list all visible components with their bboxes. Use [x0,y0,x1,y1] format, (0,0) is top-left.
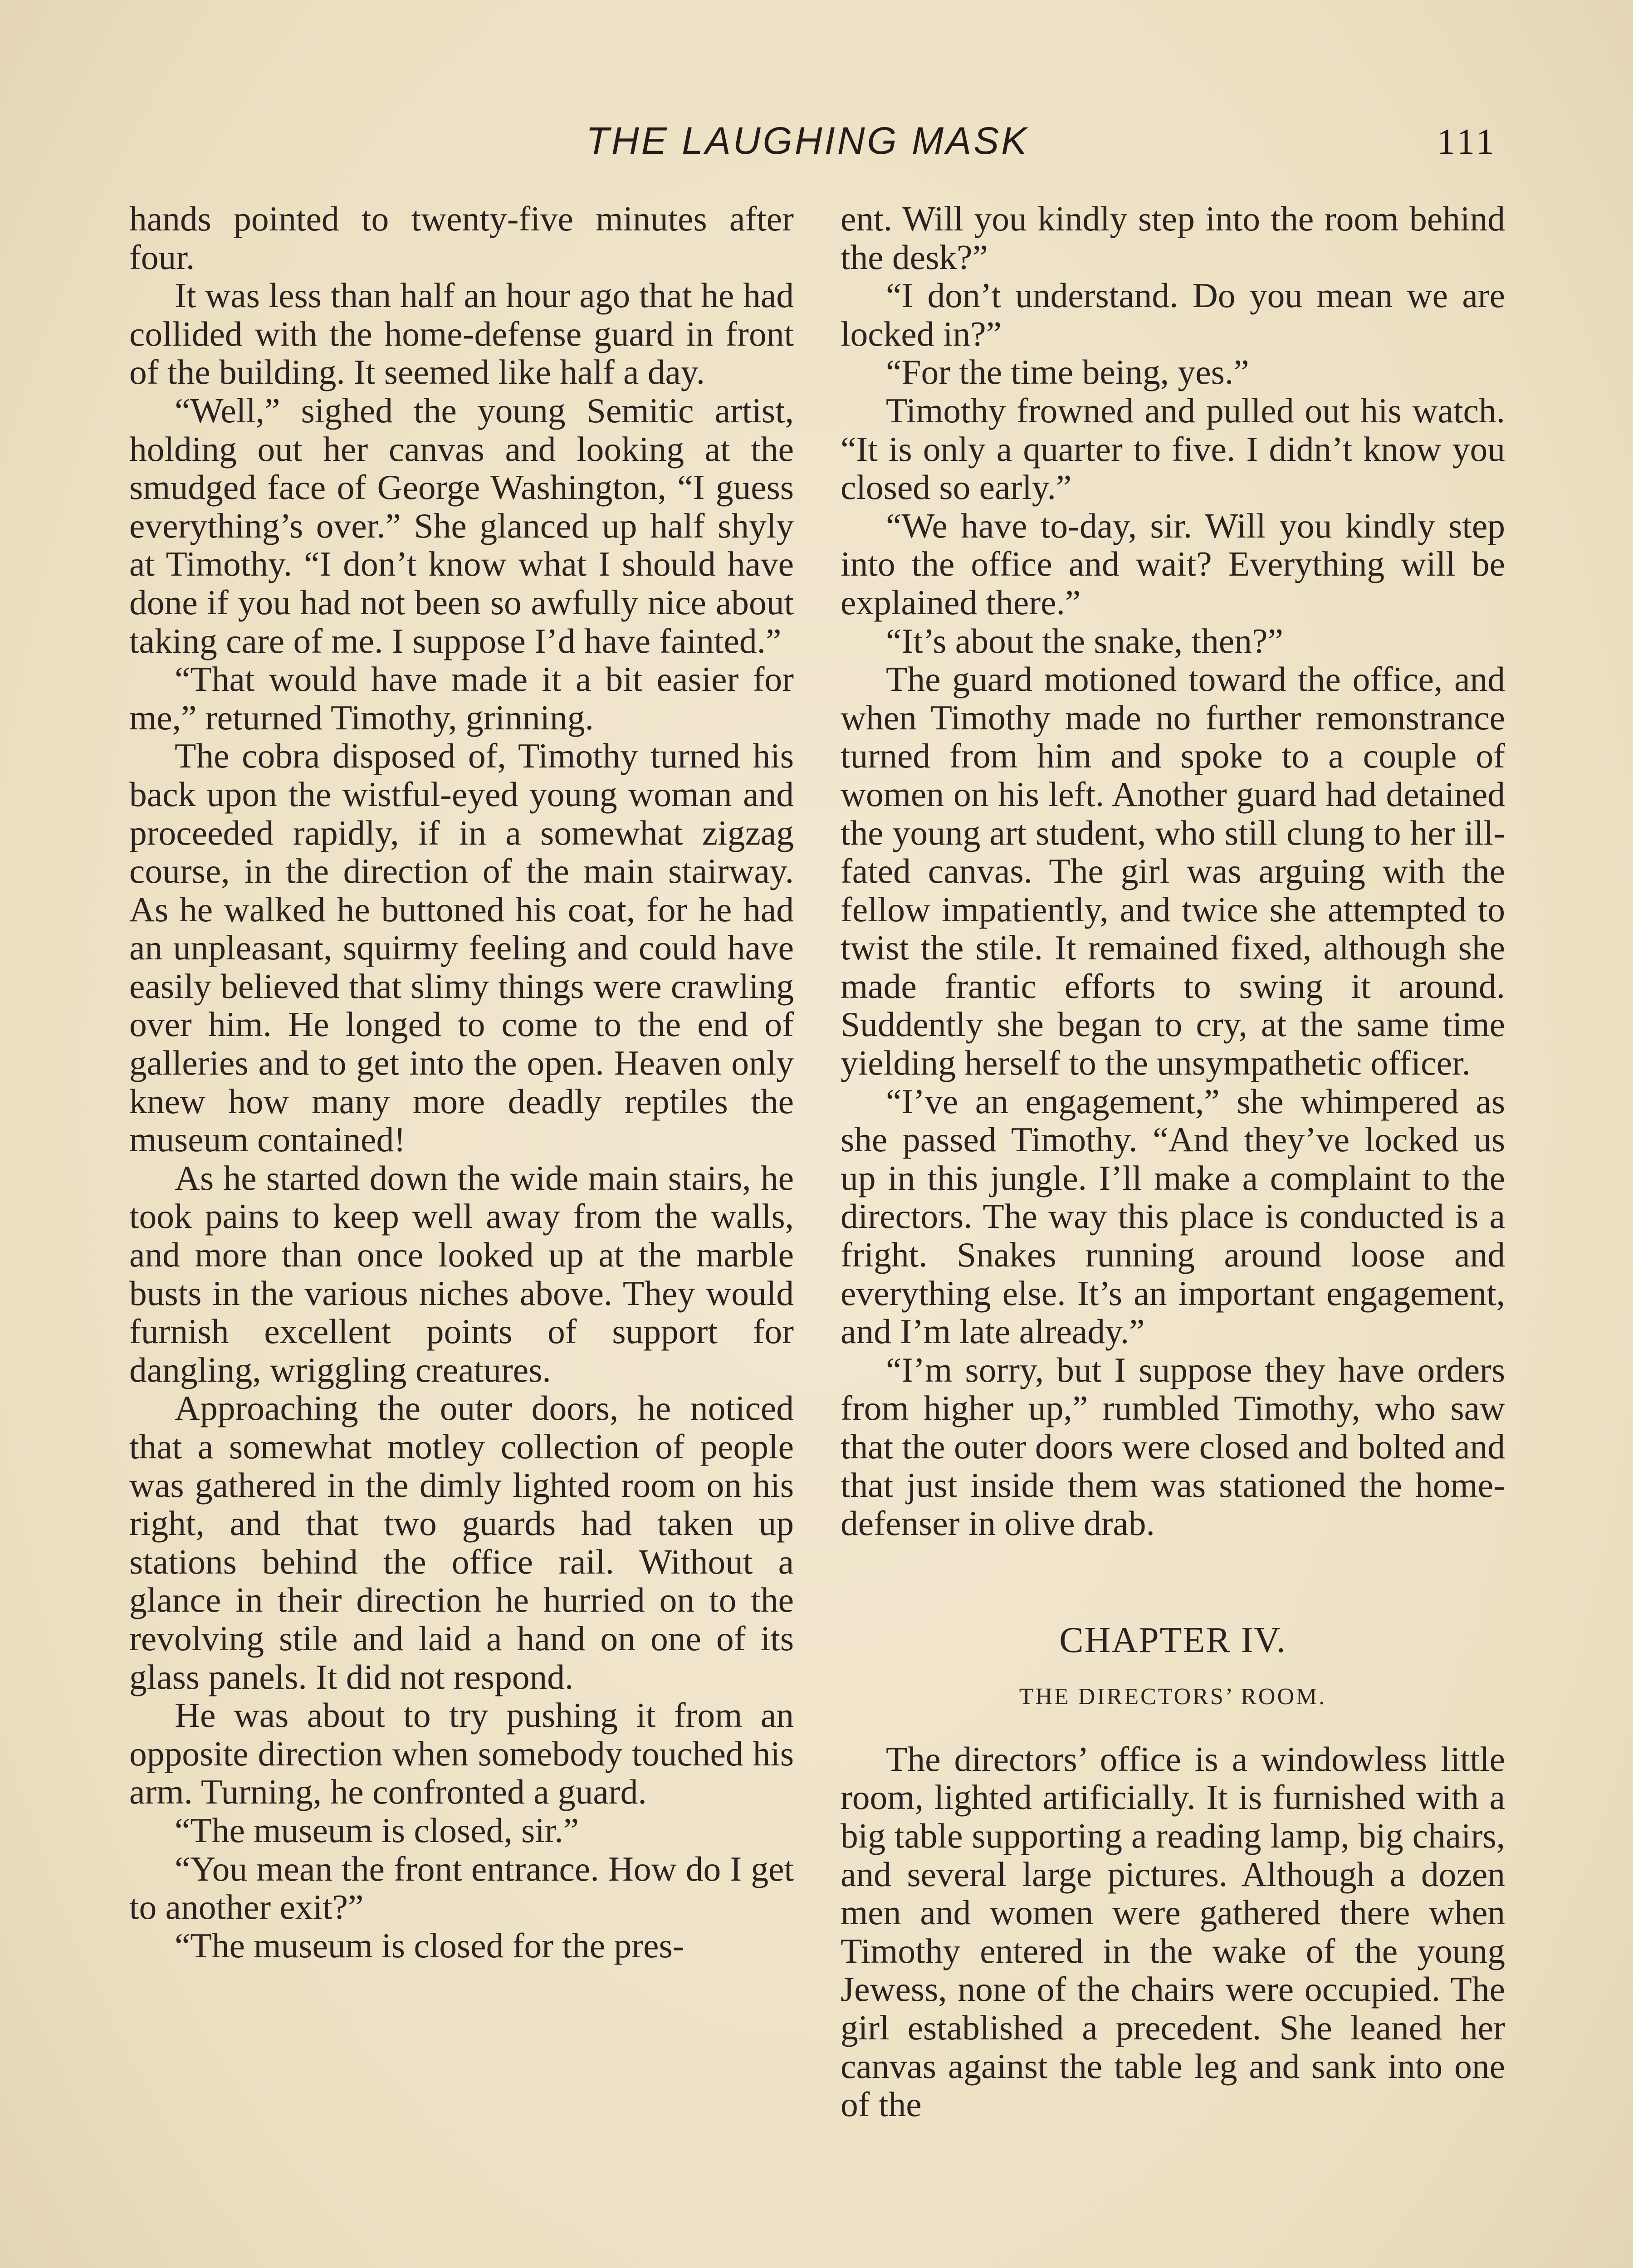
paragraph: “It’s about the snake, then?” [886,621,1283,660]
chapter-body-text [841,1740,1505,2124]
paragraph: ent. Will you kindly step into the room behind the desk?” [841,199,1505,277]
paragraph: It was less than half an hour ago that he had collided with the home-defense guard in front of the building. It seemed like half a day. [129,276,794,392]
paragraph: “The museum is closed for the pres- [175,1926,684,1965]
right-column [841,200,1505,2124]
paragraph: hands pointed to twenty-five minutes after four. [129,199,794,277]
paragraph: As he started down the wide main stairs, he took pains to keep well away from the walls, and more than once looked up at the marble busts in the various niches above. They would furnish excellent points of support for dangling, wriggling creatures. [129,1158,794,1389]
paragraph: Timothy frowned and pulled out his watch. “It is only a quarter to five. I didn’t know you closed so early.” [841,391,1505,507]
page-number: 111 [1437,122,1497,162]
paragraph: “I don’t understand. Do you mean we are locked in?” [841,276,1505,353]
paragraph: Approaching the outer doors, he noticed that a somewhat motley collection of people was gathered in the dimly lighted room on his right, and that two guards had taken up stations behind the office rail. Without a glance in their direction he hurried on to the revolving stile and laid a hand on one of its glass panels. It did not respond. [129,1388,794,1696]
paragraph: “I’m sorry, but I suppose they have orders from higher up,” rumbled Timothy, who saw that the outer doors were closed and bolted and that just inside them was stationed the home-defenser in olive drab. [841,1350,1505,1543]
paragraph: The cobra disposed of, Timothy turned his back upon the wistful-eyed young woman and proceeded rapidly, if in a somewhat zigzag course, in the direction of the main stairway. As he walked he buttoned his coat, for he had an unpleasant, squirmy feeling and could have easily believed that slimy things were crawling over him. He longed to come to the end of galleries and to get into the open. Heaven only knew how many more deadly reptiles the museum contained! [129,736,794,1159]
paragraph: “We have to-day, sir. Will you kindly step into the office and wait? Everything will be explained there.” [841,506,1505,622]
left-column [129,200,794,1965]
chapter-subheading: THE DIRECTORS’ ROOM. [1019,1683,1327,1710]
paragraph: He was about to try pushing it from an opposite direction when somebody touched his arm. Turning, he confronted a guard. [129,1696,794,1812]
paragraph: The directors’ office is a windowless little room, lighted artificially. It is furnished with a big table supporting a reading lamp, big chairs, and several large pictures. Although a dozen men and women were gathered there when Timothy entered in the wake of the young Jewess, none of the chairs were occupied. The girl established a precedent. She leaned her canvas against the table leg and sank into one of the [841,1739,1505,2124]
paragraph: “That would have made it a bit easier for me,” returned Timothy, grinning. [129,660,794,737]
page-header [118,119,1497,169]
paragraph: “The museum is closed, sir.” [175,1810,579,1850]
right-column-text [841,200,1505,1543]
paragraph: “You mean the front entrance. How do I get to another exit?” [129,1849,794,1927]
paragraph: “I’ve an engagement,” she whimpered as she passed Timothy. “And they’ve locked us up in this jungle. I’ll make a complaint to the directors. The way this place is conducted is a fright. Snakes running around loose and everything else. It’s an important engagement, and I’m late already.” [841,1081,1505,1351]
running-title: THE LAUGHING MASK [586,119,1029,162]
paragraph: “For the time being, yes.” [886,352,1249,392]
paragraph: “Well,” sighed the young Semitic artist, holding out her canvas and looking at the smudged face of George Washington, “I guess everything’s over.” She glanced up half shyly at Timothy. “I don’t know what I should have done if you had not been so awfully nice about taking care of me. I suppose I’d have fainted.” [129,391,794,660]
paragraph: The guard motioned toward the office, and when Timothy made no further remonstrance turned from him and spoke to a couple of women on his left. Another guard had detained the young art student, who still clung to her ill-fated canvas. The girl was arguing with the fellow impatiently, and twice she attempted to twist the stile. It remained fixed, although she made frantic efforts to swing it around. Suddently she began to cry, at the same time yielding herself to the unsympathetic officer. [841,660,1505,1083]
chapter-heading: CHAPTER IV. [1059,1620,1286,1660]
